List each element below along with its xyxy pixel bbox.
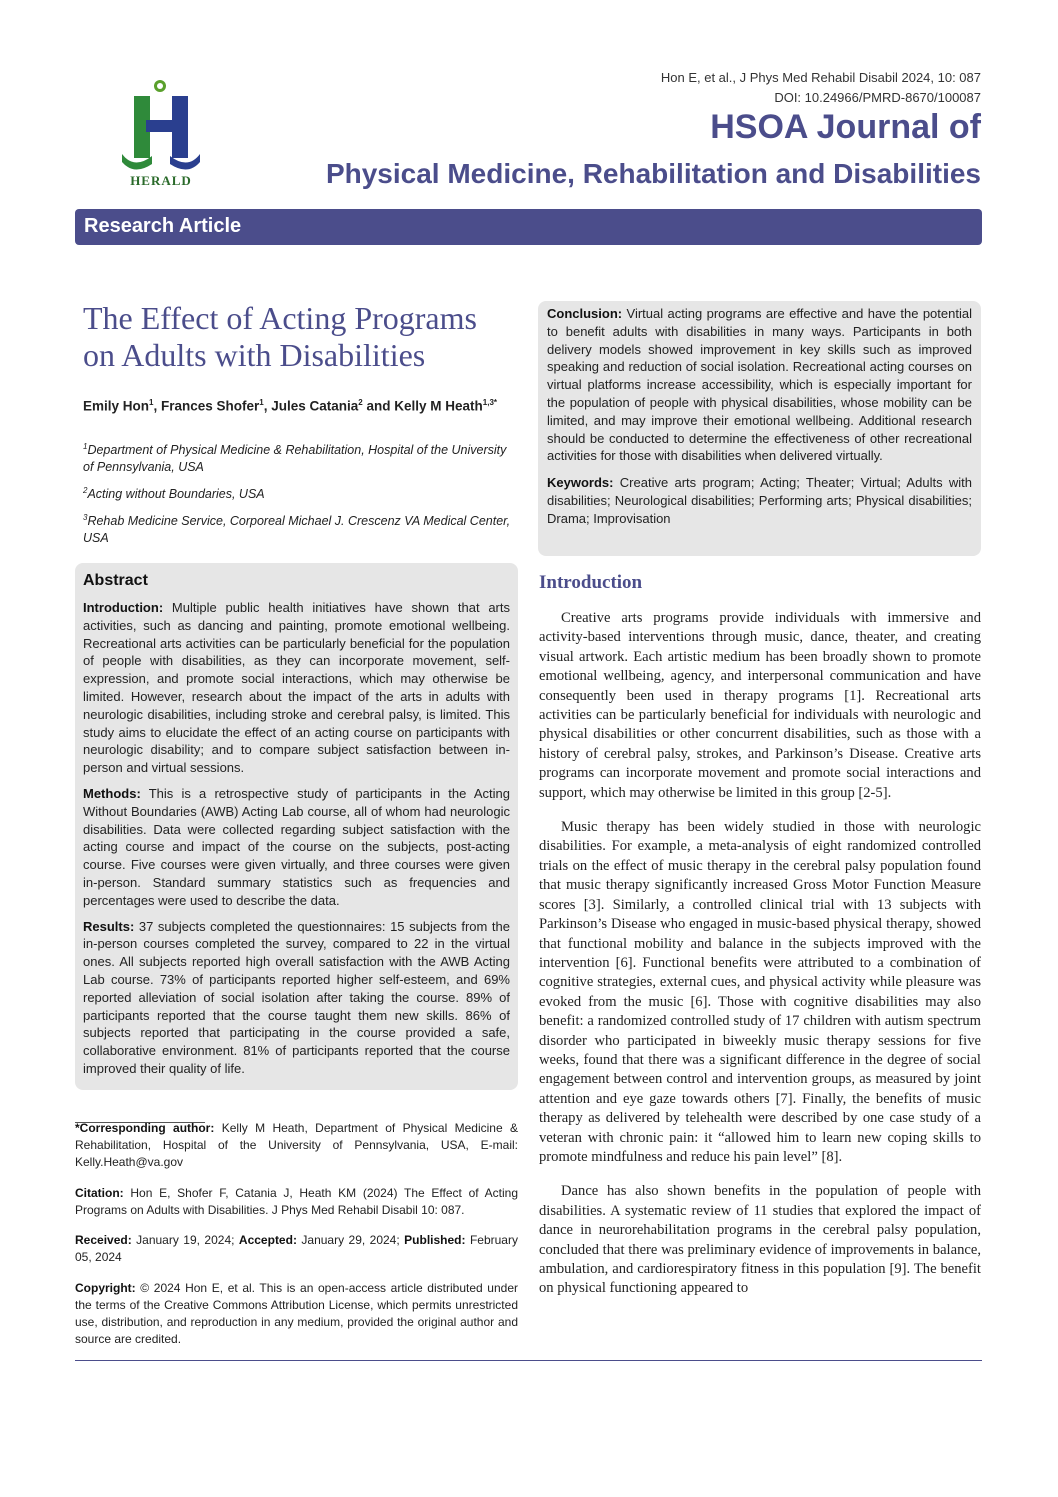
footnote-label: Accepted: — [238, 1233, 297, 1247]
abstract-heading: Abstract — [83, 572, 148, 589]
doi-line[interactable]: DOI: 10.24966/PMRD-8670/100087 — [774, 90, 981, 105]
author-list: Emily Hon$^1$, Frances Shofer$^1$, Jules Catania$^2$ and Kelly M Heath$^{1,3*}$ — [83, 398, 498, 414]
body-paragraph: Dance has also shown benefits in the population of people with disabilities. A systematic review of 11 studies that explored the impact of dance in neurorehabilitation programs in the cerebral palsy population, concluded that there was preliminary evidence of improvements in balance, ambulation, and cardiorespiratory fitness in this population [9]. The benefit on physical functioning appeared to — [539, 1183, 981, 1297]
section-text: Creative arts program; Acting; Theater; Virtual; Adults with disabilities; Neurological disabilities; Performing arts; Physical disabilities; Drama; Improvisation — [547, 475, 972, 526]
abstract-conclusion — [547, 305, 972, 465]
affiliation-text: Acting without Boundaries, USA — [87, 487, 265, 502]
abstract-results — [83, 918, 510, 1078]
journal-name: HSOA Journal of — [710, 108, 981, 146]
author-sup: 2 — [358, 398, 363, 407]
author-name: Jules Catania — [271, 398, 359, 414]
author-name: Kelly M Heath — [394, 398, 483, 414]
footnote-label: Copyright: — [75, 1281, 136, 1295]
article-type-band — [75, 209, 982, 245]
author-sup: 1,3* — [482, 398, 498, 407]
footnote-text[interactable]: Kelly M Heath, Department of Physical Medicine & Rehabilitation, Hospital of the University of Pennsylvania, USA, E-mail: Kelly.Heath@va.gov — [75, 1121, 518, 1169]
author-name: Emily Hon — [83, 398, 150, 414]
footnote-text: © 2024 Hon E, et al. This is an open-access article distributed under the terms of the Creative Commons Attribution License, which permits unrestricted use, distribution, and reproduction in any medium, provided the original author and source are credited. — [75, 1281, 518, 1346]
footnote-label: Citation: — [75, 1186, 124, 1200]
section-text: This is a retrospective study of participants in the Acting Without Boundaries (AWB) Acting Lab course, all of whom had neurologic disabilities. Data were collected regarding subject satisfaction with the acting course and impact of the course on the subjects, post-acting course. Five courses were given virtually, and three courses were given in-person. Standard summary statistics such as frequencies and percentages were used to describe the data. — [83, 785, 510, 908]
conclusion-box — [538, 301, 981, 556]
affiliation-3 — [83, 509, 513, 547]
abstract-box — [75, 563, 518, 1090]
logo-text: HERALD — [130, 173, 192, 188]
body-paragraph: Creative arts programs provide individuals with immersive and activity-based interventions through music, dance, theater, and creating visual artwork. Each artistic medium has been broadly shown to promote emotional wellbeing, agency, and interpersonal communication and have consequently been used in therapy programs [1]. Recreational arts activities can be particularly beneficial for individuals with neurologic and physical disabilities or other concurrent disabilities, such as those with a history of cerebral palsy, strokes, and Parkinson’s Disease. Creative arts programs can incorporate movement and promote social interactions and support, which may otherwise be limited in this group [2-5]. — [539, 610, 981, 801]
section-text: Virtual acting programs are effective and have the potential to benefit adults with disabilities in many ways. Participants in both delivery models showed improvement in key skills such as improved speaking and reduction of social isolation. Recreational acting courses on virtual platforms increase accessibility, which is especially important for the population of people with physical disabilities, whose mobility can be limited, and may improve their emotional wellbeing. Additional research should be conducted to determine the effectiveness of other recreational activities for those with disabilities when delivered virtually. — [547, 306, 972, 464]
section-label: Conclusion: — [547, 306, 623, 321]
abstract-methods — [83, 785, 510, 910]
section-text: 37 subjects completed the questionnaires: 15 subjects from the in-person courses completed the survey, compared to 22 in the virtual ones. All subjects reported high overall satisfaction with the AWB Acting Lab course. 73% of participants reported higher self-esteem, and 69% reported alleviation of social isolation after taking the course. 89% of participants reported that the course taught them new skills. 86% of subjects reported that participating in the course provided a safe, collaborative environment. 81% of participants reported that the course improved their quality of life. — [83, 918, 510, 1076]
footnote-text: January 19, 2024; — [136, 1233, 235, 1247]
footnote-label: Published: — [404, 1233, 466, 1247]
footnote-text: February 05, 2024 — [75, 1233, 518, 1264]
affiliation-text: Department of Physical Medicine & Rehabilitation, Hospital of the University of Pennsylvania, USA — [83, 443, 507, 475]
section-text: Multiple public health initiatives have shown that arts activities, such as dancing and painting, promote emotional wellbeing. Recreational arts activities can be particularly beneficial for the population of people with disabilities, as they can incorporate movement, self-expression, and promote social interactions, which may otherwise be limited. However, research about the impact of the arts in adults with neurologic disabilities, including stroke and cerebral palsy, is limited. This study aims to elucidate the effect of an acting course on participants with neurologic disability; and to compare subject satisfaction between in-person and virtual sessions. — [83, 600, 510, 776]
affiliation-sup: 3 — [83, 513, 88, 522]
footnote-label: Received: — [75, 1233, 132, 1247]
section-label: Introduction: — [83, 600, 164, 615]
herald-logo-icon — [118, 78, 204, 173]
section-label: Results: — [83, 918, 135, 934]
affiliation-text: Rehab Medicine Service, Corporeal Michael J. Crescenz VA Medical Center, USA — [83, 514, 511, 546]
abstract-introduction — [83, 599, 510, 777]
footnote-text: Hon E, Shofer F, Catania J, Heath KM (2024) The Effect of Acting Programs on Adults with Disabilities. J Phys Med Rehabil Disabil 10: 087. — [75, 1186, 518, 1217]
introduction-body — [539, 609, 981, 1314]
copyright-note — [75, 1280, 518, 1348]
page-bottom-rule — [75, 1360, 982, 1361]
author-sup: 1 — [149, 398, 154, 407]
author-name: Frances Shofer — [160, 398, 260, 414]
introduction-heading: Introduction — [539, 572, 643, 593]
corresponding-author — [75, 1120, 518, 1171]
affiliation-sup: 1 — [83, 442, 88, 451]
citation-note — [75, 1185, 518, 1219]
section-label: Keywords: — [547, 475, 614, 491]
keywords — [547, 474, 972, 527]
article-title: The Effect of Acting Programs on Adults with Disabilities — [83, 300, 477, 373]
footnote-text: January 29, 2024; — [301, 1233, 400, 1247]
affiliation-1 — [83, 438, 513, 476]
footnote-label: *Corresponding author: — [75, 1121, 215, 1135]
section-label: Methods: — [83, 785, 141, 801]
herald-logo — [118, 78, 204, 190]
dates-note — [75, 1232, 518, 1266]
affiliation-2 — [83, 482, 513, 503]
article-type-label: Research Article — [84, 215, 242, 237]
author-sup: 1 — [259, 398, 264, 407]
citation-line: Hon E, et al., J Phys Med Rehabil Disabil 2024, 10: 087 — [660, 70, 981, 85]
journal-subtitle: Physical Medicine, Rehabilitation and Disabilities — [325, 158, 981, 189]
affiliation-sup: 2 — [83, 486, 88, 495]
body-paragraph: Music therapy has been widely studied in those with neurologic disabilities. For example, a meta-analysis of eight randomized controlled trials on the effect of music therapy in the cerebral palsy population found that music therapy significantly increased Gross Motor Function Measure scores [3]. Similarly, a controlled clinical trial with 13 subjects with Parkinson’s Disease who engaged in music-based physical therapy, showed that functional mobility and balance in the subjects improved with the intervention [6]. Functional benefits were attributed to a combination of cognitive strategies, external cues, and physical activity while pleasure was evoked from the music [6]. Those with cognitive disabilities may also benefit: a randomized controlled study of 17 children with autism spectrum disorder who participated in biweekly music therapy sessions for five weeks, found that there was a significant difference in the degree of social engagement between control and intervention groups, as measured by joint attention and eye gaze towards others [7]. Finally, the benefits of music therapy as delivered by telehealth were described by one case study of a veteran with chronic pain: it “allowed him to learn new coping skills to promote mindfulness and reduce his pain level” [8]. — [539, 819, 981, 1165]
